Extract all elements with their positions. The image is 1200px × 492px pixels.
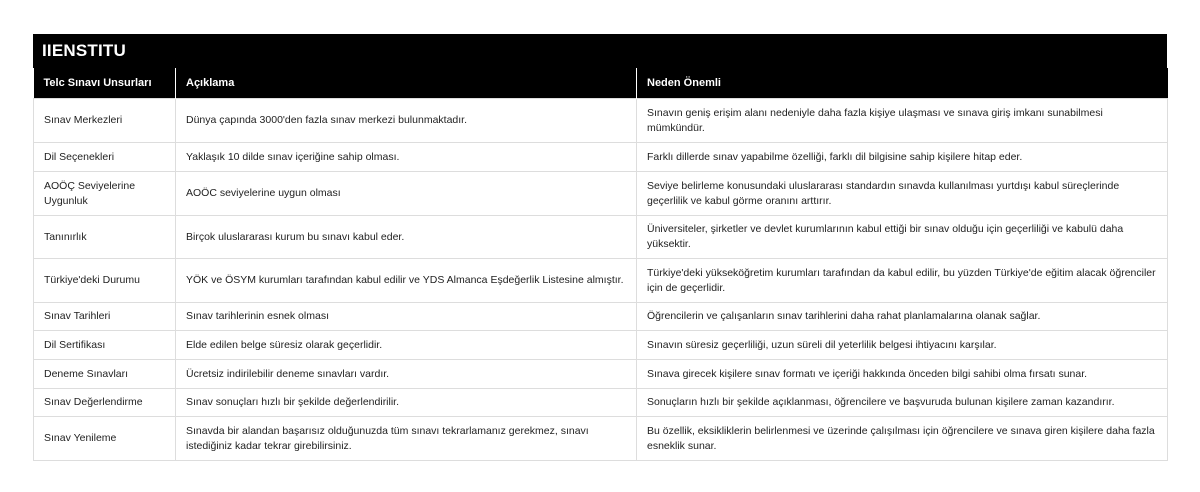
cell-aciklama: Sınav sonuçları hızlı bir şekilde değerlendirilir. xyxy=(176,389,637,417)
cell-neden: Türkiye'deki yükseköğretim kurumları tarafından da kabul edilir, bu yüzden Türkiye'de eğitim alacak öğrenciler için de geçerlidir. xyxy=(637,259,1168,303)
cell-unsur: Sınav Merkezleri xyxy=(34,99,176,143)
cell-neden: Farklı dillerde sınav yapabilme özelliği, farklı dil bilgisine sahip kişilere hitap eder. xyxy=(637,143,1168,172)
cell-neden: Sonuçların hızlı bir şekilde açıklanması, öğrencilere ve başvuruda bulunan kişilere zaman kazandırır. xyxy=(637,389,1168,417)
cell-unsur: Tanınırlık xyxy=(34,216,176,259)
cell-unsur: Sınav Yenileme xyxy=(34,417,176,461)
cell-neden: Seviye belirleme konusundaki uluslararası standardın sınavda kullanılması yurtdışı kabul süreçlerinde geçerlilik ve kabul görme oranını arttırır. xyxy=(637,172,1168,216)
table-row xyxy=(34,99,1168,143)
cell-unsur: Türkiye'deki Durumu xyxy=(34,259,176,303)
cell-aciklama: Yaklaşık 10 dilde sınav içeriğine sahip olması. xyxy=(176,143,637,172)
table-card xyxy=(33,34,1167,461)
cell-aciklama: Ücretsiz indirilebilir deneme sınavları vardır. xyxy=(176,360,637,389)
table-row xyxy=(34,303,1168,331)
cell-aciklama: Elde edilen belge süresiz olarak geçerlidir. xyxy=(176,331,637,360)
table-row xyxy=(34,216,1168,259)
cell-unsur: Sınav Tarihleri xyxy=(34,303,176,331)
table-row xyxy=(34,259,1168,303)
cell-neden: Bu özellik, eksikliklerin belirlenmesi ve üzerinde çalışılması için öğrencilere ve sınava giren kişilere daha fazla esneklik sunar. xyxy=(637,417,1168,461)
cell-aciklama: YÖK ve ÖSYM kurumları tarafından kabul edilir ve YDS Almanca Eşdeğerlik Listesine almıştır. xyxy=(176,259,637,303)
cell-neden: Üniversiteler, şirketler ve devlet kurumlarının kabul ettiği bir sınav olduğu için geçerliliği ve kabulü daha yüksektir. xyxy=(637,216,1168,259)
cell-unsur: Sınav Değerlendirme xyxy=(34,389,176,417)
cell-aciklama: Birçok uluslararası kurum bu sınavı kabul eder. xyxy=(176,216,637,259)
data-table xyxy=(33,68,1168,461)
table-row xyxy=(34,389,1168,417)
cell-neden: Sınava girecek kişilere sınav formatı ve içeriği hakkında önceden bilgi sahibi olma fırsatı sunar. xyxy=(637,360,1168,389)
cell-neden: Sınavın geniş erişim alanı nedeniyle daha fazla kişiye ulaşması ve sınava giriş imkanı sunabilmesi mümkündür. xyxy=(637,99,1168,143)
column-header-aciklama: Açıklama xyxy=(176,68,637,99)
column-header-unsur: Telc Sınavı Unsurları xyxy=(34,68,176,99)
table-row xyxy=(34,172,1168,216)
cell-aciklama: Sınavda bir alandan başarısız olduğunuzda tüm sınavı tekrarlamanız gerekmez, sınavı istediğiniz kadar tekrar girebilirsiniz. xyxy=(176,417,637,461)
cell-unsur: AOÖÇ Seviyelerine Uygunluk xyxy=(34,172,176,216)
cell-neden: Sınavın süresiz geçerliliği, uzun süreli dil yeterlilik belgesi ihtiyacını karşılar. xyxy=(637,331,1168,360)
cell-unsur: Deneme Sınavları xyxy=(34,360,176,389)
cell-unsur: Dil Sertifikası xyxy=(34,331,176,360)
cell-unsur: Dil Seçenekleri xyxy=(34,143,176,172)
cell-aciklama: Sınav tarihlerinin esnek olması xyxy=(176,303,637,331)
header-row xyxy=(34,68,1168,99)
table-row xyxy=(34,331,1168,360)
cell-aciklama: Dünya çapında 3000'den fazla sınav merkezi bulunmaktadır. xyxy=(176,99,637,143)
table-row xyxy=(34,417,1168,461)
cell-aciklama: AOÖC seviyelerine uygun olması xyxy=(176,172,637,216)
column-header-neden: Neden Önemli xyxy=(637,68,1168,99)
cell-neden: Öğrencilerin ve çalışanların sınav tarihlerini daha rahat planlamalarına olanak sağlar. xyxy=(637,303,1168,331)
table-row xyxy=(34,143,1168,172)
brand-title: IIENSTITU xyxy=(33,34,1167,68)
table-row xyxy=(34,360,1168,389)
